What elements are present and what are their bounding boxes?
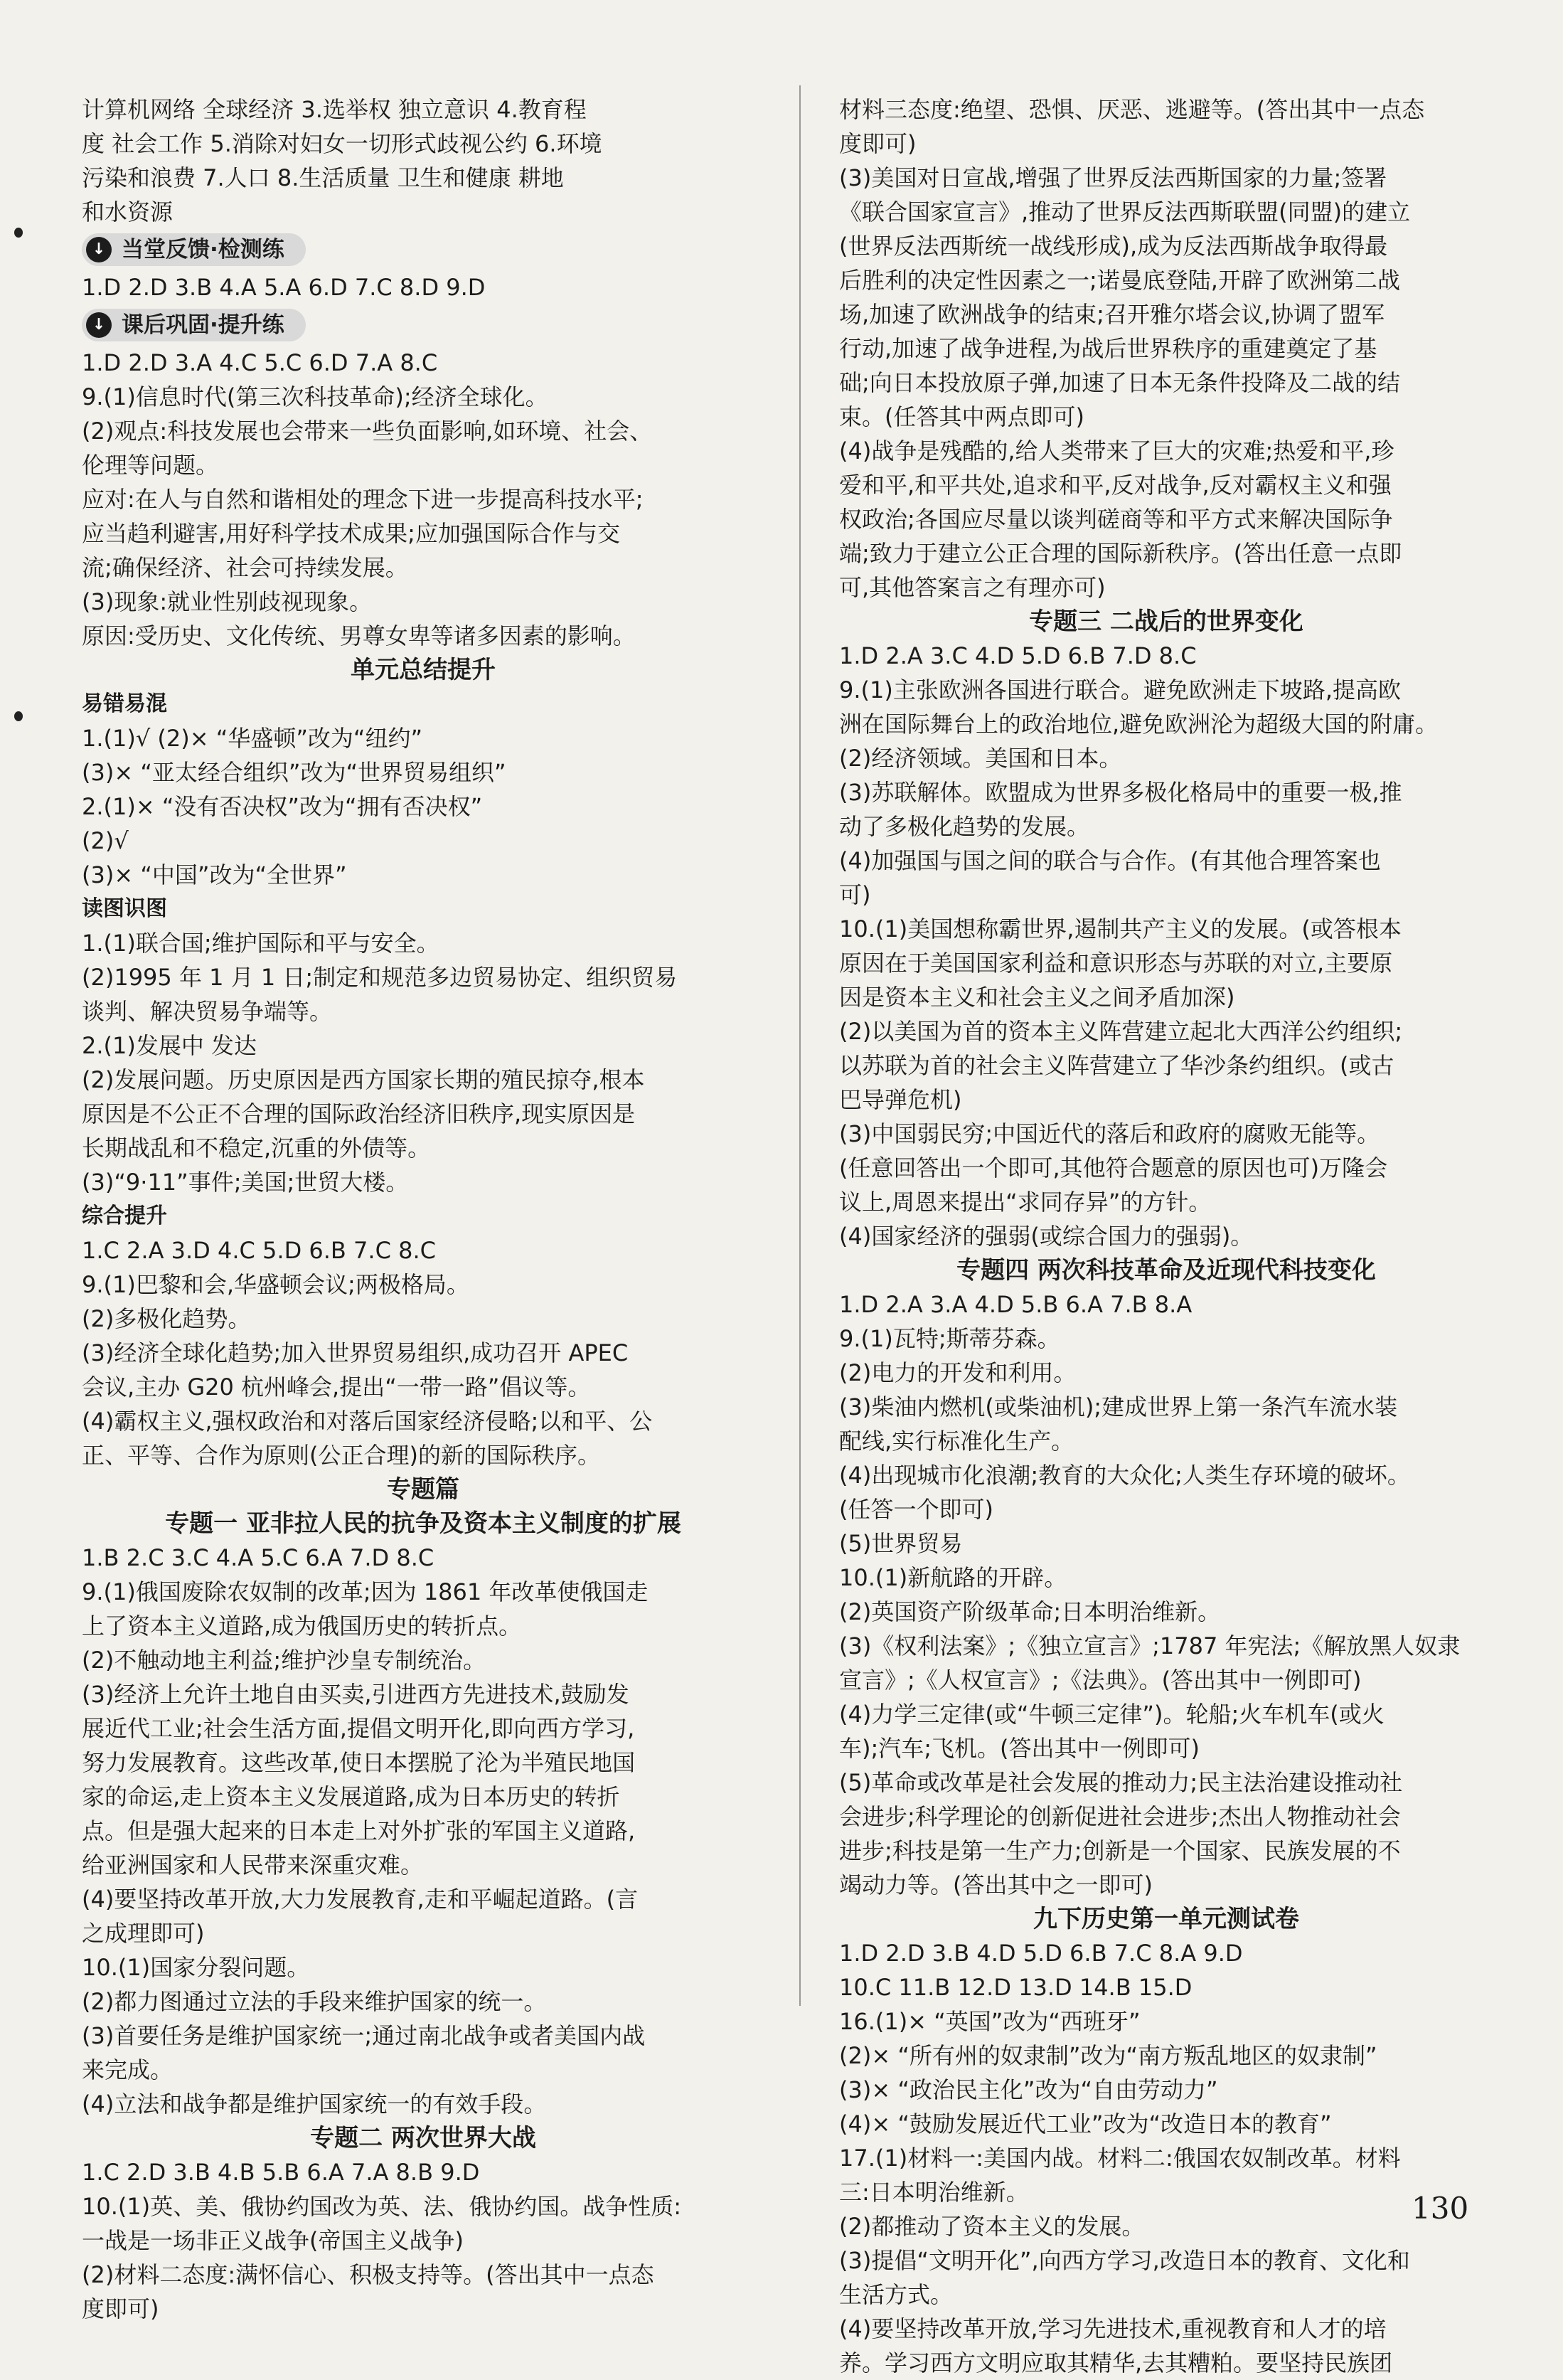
answer-line: 车);汽车;飞机。(答出其中一例即可): [839, 1735, 1200, 1762]
answer-line: 来完成。: [82, 2056, 174, 2083]
answer-line: 度 社会工作 5.消除对妇女一切形式歧视公约 6.环境: [82, 130, 602, 157]
answer-line: 伦理等问题。: [82, 452, 219, 479]
answer-line: 原因在于美国国家利益和意识形态与苏联的对立,主要原: [839, 950, 1393, 977]
answer-line: (2)× “所有州的奴隶制”改为“南方叛乱地区的奴隶制”: [839, 2042, 1377, 2069]
answer-line: 1.D 2.D 3.B 4.A 5.A 6.D 7.C 8.D 9.D: [82, 274, 486, 301]
answer-line: 配线,实行标准化生产。: [839, 1428, 1074, 1455]
answer-line: 可): [839, 881, 871, 908]
answer-line: 应对:在人与自然和谐相处的理念下进一步提高科技水平;: [82, 486, 644, 513]
answer-line: 爱和平,和平共处,追求和平,反对战争,反对霸权主义和强: [839, 472, 1392, 499]
answer-line: (2)观点:科技发展也会带来一些负面影响,如环境、社会、: [82, 418, 653, 445]
answer-line: (4)出现城市化浪潮;教育的大众化;人类生存环境的破坏。: [839, 1462, 1410, 1489]
answer-line: 1.(1)√ (2)× “华盛顿”改为“纽约”: [82, 725, 423, 752]
answer-line: 2.(1)发展中 发达: [82, 1032, 257, 1059]
answer-line: 流;确保经济、社会可持续发展。: [82, 554, 408, 581]
comprehensive-heading: 综合提升: [82, 1204, 167, 1228]
answer-line: 会进步;科学理论的创新促进社会进步;杰出人物推动社会: [839, 1803, 1401, 1830]
answer-line: 应当趋利避害,用好科学技术成果;应加强国际合作与交: [82, 520, 620, 547]
topic2-heading: 专题二 两次世界大战: [310, 2124, 536, 2152]
answer-line: 1.D 2.A 3.C 4.D 5.D 6.B 7.D 8.C: [839, 642, 1197, 669]
answer-line: 之成理即可): [82, 1920, 205, 1947]
answer-line: 谈判、解决贸易争端等。: [82, 998, 333, 1025]
answer-line: 材料三态度:绝望、恐惧、厌恶、逃避等。(答出其中一点态: [839, 96, 1425, 123]
answer-line: (3)首要任务是维护国家统一;通过南北战争或者美国内战: [82, 2022, 646, 2049]
topic3-heading: 专题三 二战后的世界变化: [1029, 607, 1303, 636]
answer-line: 正、平等、合作为原则(公正合理)的新的国际秩序。: [82, 1442, 600, 1469]
unit-test-heading: 九下历史第一单元测试卷: [1033, 1905, 1299, 1933]
answer-line: 洲在国际舞台上的政治地位,避免欧洲沦为超级大国的附庸。: [839, 711, 1439, 738]
answer-line: (3)柴油内燃机(或柴油机);建成世界上第一条汽车流水装: [839, 1393, 1398, 1420]
answer-line: 展近代工业;社会生活方面,提倡文明开化,即向西方学习,: [82, 1715, 635, 1742]
answer-line: 16.(1)× “英国”改为“西班牙”: [839, 2008, 1141, 2035]
answer-line: 《联合国家宣言》,推动了世界反法西斯联盟(同盟)的建立: [839, 198, 1411, 225]
answer-line: 场,加速了欧洲战争的结束;召开雅尔塔会议,协调了盟军: [839, 301, 1385, 328]
section-banner-afterclass-row: [82, 304, 764, 346]
answer-line: 污染和浪费 7.人口 8.生活质量 卫生和健康 耕地: [82, 164, 564, 191]
answer-line: (4)战争是残酷的,给人类带来了巨大的灾难;热爱和平,珍: [839, 437, 1394, 464]
right-column: [839, 92, 1493, 2380]
answer-line: 行动,加速了战争进程,为战后世界秩序的重建奠定了基: [839, 335, 1377, 362]
answer-line: 后胜利的决定性因素之一;诺曼底登陆,开辟了欧洲第二战: [839, 267, 1400, 294]
answer-line: 巴导弹危机): [839, 1086, 962, 1113]
section-banner-classroom-row: [82, 229, 764, 270]
answer-line: (3)提倡“文明开化”,向西方学习,改造日本的教育、文化和: [839, 2247, 1410, 2274]
topic-section-heading: 专题篇: [387, 1475, 459, 1504]
answer-line: 长期战乱和不稳定,沉重的外债等。: [82, 1135, 431, 1162]
answer-line: 计算机网络 全球经济 3.选举权 独立意识 4.教育程: [82, 96, 587, 123]
answer-line: 原因:受历史、文化传统、男尊女卑等诸多因素的影响。: [82, 622, 636, 649]
answer-line: (2)电力的开发和利用。: [839, 1359, 1077, 1386]
answer-line: 家的命运,走上资本主义发展道路,成为日本历史的转折: [82, 1783, 620, 1810]
section-banner-classroom-label: 当堂反馈·检测练: [122, 237, 284, 262]
answer-line: (2)发展问题。历史原因是西方国家长期的殖民掠夺,根本: [82, 1066, 645, 1093]
answer-line: (2)经济领域。美国和日本。: [839, 745, 1122, 772]
answer-line: 9.(1)巴黎和会,华盛顿会议;两极格局。: [82, 1271, 469, 1298]
easy-wrong-heading: 易错易混: [82, 691, 167, 716]
answer-line: (世界反法西斯统一战线形成),成为反法西斯战争取得最: [839, 233, 1388, 260]
margin-dot: [14, 228, 23, 238]
section-banner-classroom: [82, 233, 306, 266]
answer-line: 10.(1)英、美、俄协约国改为英、法、俄协约国。战争性质:: [82, 2193, 682, 2220]
answer-line: (4)立法和战争都是维护国家统一的有效手段。: [82, 2091, 547, 2118]
answer-line: (任答一个即可): [839, 1496, 993, 1523]
answer-line: (2)都力图通过立法的手段来维护国家的统一。: [82, 1988, 547, 2015]
answer-line: 点。但是强大起来的日本走上对外扩张的军国主义道路,: [82, 1817, 636, 1844]
answer-line: 1.C 2.D 3.B 4.B 5.B 6.A 7.A 8.B 9.D: [82, 2159, 480, 2186]
answer-line: 给亚洲国家和人民带来深重灾难。: [82, 1852, 424, 1879]
answer-line: (4)霸权主义,强权政治和对落后国家经济侵略;以和平、公: [82, 1408, 653, 1435]
answer-line: 努力发展教育。这些改革,使日本摆脱了沦为半殖民地国: [82, 1749, 636, 1776]
answer-line: (2)英国资产阶级革命;日本明治维新。: [839, 1598, 1221, 1625]
answer-line: 度即可): [839, 130, 917, 157]
section-banner-afterclass: [82, 309, 306, 341]
answer-line: (4)× “鼓励发展近代工业”改为“改造日本的教育”: [839, 2110, 1332, 2137]
answer-line: 生活方式。: [839, 2281, 954, 2308]
answer-line: 度即可): [82, 2295, 159, 2322]
answer-line: 进步;科技是第一生产力;创新是一个国家、民族发展的不: [839, 1837, 1401, 1864]
answer-line: (2)都推动了资本主义的发展。: [839, 2213, 1145, 2240]
answer-line: (3)中国弱民穷;中国近代的落后和政府的腐败无能等。: [839, 1120, 1380, 1147]
answer-line: 9.(1)俄国废除农奴制的改革;因为 1861 年改革使俄国走: [82, 1578, 649, 1605]
answer-line: 可,其他答案言之有理亦可): [839, 574, 1106, 601]
answer-line: 上了资本主义道路,成为俄国历史的转折点。: [82, 1613, 522, 1640]
answer-line: (5)革命或改革是社会发展的推动力;民主法治建设推动社: [839, 1769, 1403, 1796]
down-arrow-icon: ↓: [86, 312, 112, 338]
answer-line: 权政治;各国应尽量以谈判磋商等和平方式来解决国际争: [839, 506, 1393, 533]
answer-line: (3)× “中国”改为“全世界”: [82, 861, 347, 888]
answer-line: (4)国家经济的强弱(或综合国力的强弱)。: [839, 1223, 1254, 1250]
answer-line: 端;致力于建立公正合理的国际新秩序。(答出任意一点即: [839, 540, 1402, 567]
answer-line: 1.D 2.D 3.B 4.D 5.D 6.B 7.C 8.A 9.D: [839, 1940, 1243, 1967]
answer-line: 17.(1)材料一:美国内战。材料二:俄国农奴制改革。材料: [839, 2145, 1401, 2172]
column-divider: [799, 85, 801, 2006]
answer-line: 1.B 2.C 3.C 4.A 5.C 6.A 7.D 8.C: [82, 1544, 434, 1571]
answer-line: 10.(1)国家分裂问题。: [82, 1954, 310, 1981]
left-column: [82, 92, 764, 2326]
answer-line: 束。(任答其中两点即可): [839, 403, 1084, 430]
answer-line: 宣言》;《人权宣言》;《法典》。(答出其中一例即可): [839, 1667, 1362, 1694]
answer-line: 9.(1)主张欧洲各国进行联合。避免欧洲走下坡路,提高欧: [839, 676, 1402, 703]
answer-line: (2)材料二态度:满怀信心、积极支持等。(答出其中一点态: [82, 2261, 654, 2288]
topic1-heading: 专题一 亚非拉人民的抗争及资本主义制度的扩展: [165, 1509, 681, 1538]
answer-line: (2)1995 年 1 月 1 日;制定和规范多边贸易协定、组织贸易: [82, 964, 678, 991]
answer-line: (3)× “政治民主化”改为“自由劳动力”: [839, 2076, 1218, 2103]
answer-line: 10.(1)美国想称霸世界,遏制共产主义的发展。(或答根本: [839, 915, 1402, 942]
answer-line: (4)力学三定律(或“牛顿三定律”)。轮船;火车机车(或火: [839, 1701, 1385, 1728]
answer-line: 原因是不公正不合理的国际政治经济旧秩序,现实原因是: [82, 1100, 636, 1127]
answer-line: (3)现象:就业性别歧视现象。: [82, 588, 373, 615]
read-map-heading: 读图识图: [82, 896, 167, 921]
section-banner-afterclass-label: 课后巩固·提升练: [122, 312, 284, 338]
answer-line: (任意回答出一个即可,其他符合题意的原因也可)万隆会: [839, 1154, 1388, 1181]
answer-line: 以苏联为首的社会主义阵营建立了华沙条约组织。(或古: [839, 1052, 1394, 1079]
answer-line: 一战是一场非正义战争(帝国主义战争): [82, 2227, 464, 2254]
answer-line: (2)不触动地主利益;维护沙皇专制统治。: [82, 1647, 486, 1674]
answer-line: 础;向日本投放原子弹,加速了日本无条件投降及二战的结: [839, 369, 1400, 396]
answer-line: (2)多极化趋势。: [82, 1305, 251, 1332]
answer-line: 10.C 11.B 12.D 13.D 14.B 15.D: [839, 1974, 1193, 2001]
answer-line: (3)× “亚太经合组织”改为“世界贸易组织”: [82, 759, 506, 786]
answer-line: 1.D 2.D 3.A 4.C 5.C 6.D 7.A 8.C: [82, 349, 438, 376]
answer-line: 因是资本主义和社会主义之间矛盾加深): [839, 984, 1235, 1011]
answer-line: 竭动力等。(答出其中之一即可): [839, 1871, 1153, 1898]
answer-line: (3)《权利法案》;《独立宣言》;1787 年宪法;《解放黑人奴隶: [839, 1632, 1461, 1659]
answer-line: 和水资源: [82, 198, 174, 225]
answer-line: 9.(1)信息时代(第三次科技革命);经济全球化。: [82, 383, 548, 410]
answer-line: 1.C 2.A 3.D 4.C 5.D 6.B 7.C 8.C: [82, 1237, 436, 1264]
answer-line: (4)加强国与国之间的联合与合作。(有其他合理答案也: [839, 847, 1381, 874]
answer-line: 2.(1)× “没有否决权”改为“拥有否决权”: [82, 793, 483, 820]
down-arrow-icon: ↓: [86, 237, 112, 262]
answer-line: 动了多极化趋势的发展。: [839, 813, 1090, 840]
answer-line: (3)美国对日宣战,增强了世界反法西斯国家的力量;签署: [839, 164, 1387, 191]
answer-line: (3)苏联解体。欧盟成为世界多极化格局中的重要一极,推: [839, 779, 1402, 806]
margin-dot: [14, 711, 23, 721]
answer-line: (2)以美国为首的资本主义阵营建立起北大西洋公约组织;: [839, 1018, 1403, 1045]
answer-line: 议上,周恩来提出“求同存异”的方针。: [839, 1189, 1212, 1216]
answer-line: 10.(1)新航路的开辟。: [839, 1564, 1067, 1591]
answer-line: 9.(1)瓦特;斯蒂芬森。: [839, 1325, 1060, 1352]
answer-line: (5)世界贸易: [839, 1530, 963, 1557]
answer-line: 三:日本明治维新。: [839, 2179, 1029, 2206]
page-number: 130: [1412, 2191, 1469, 2226]
answer-line: (2)√: [82, 827, 129, 854]
answer-line: 1.D 2.A 3.A 4.D 5.B 6.A 7.B 8.A: [839, 1291, 1193, 1318]
answer-line: (4)要坚持改革开放,大力发展教育,走和平崛起道路。(言: [82, 1886, 639, 1913]
answer-line: 1.(1)联合国;维护国际和平与安全。: [82, 930, 439, 957]
unit-summary-heading: 单元总结提升: [351, 656, 496, 684]
answer-line: (4)要坚持改革开放,学习先进技术,重视教育和人才的培: [839, 2315, 1387, 2342]
answer-line: (3)“9·11”事件;美国;世贸大楼。: [82, 1169, 409, 1196]
answer-line: 养。学习西方文明应取其精华,去其糟粕。要坚持民族团: [839, 2349, 1393, 2376]
answer-line: (3)经济全球化趋势;加入世界贸易组织,成功召开 APEC: [82, 1339, 629, 1366]
answer-line: 会议,主办 G20 杭州峰会,提出“一带一路”倡议等。: [82, 1374, 591, 1401]
answer-line: (3)经济上允许土地自由买卖,引进西方先进技术,鼓励发: [82, 1681, 629, 1708]
topic4-heading: 专题四 两次科技革命及近现代科技变化: [956, 1256, 1376, 1285]
